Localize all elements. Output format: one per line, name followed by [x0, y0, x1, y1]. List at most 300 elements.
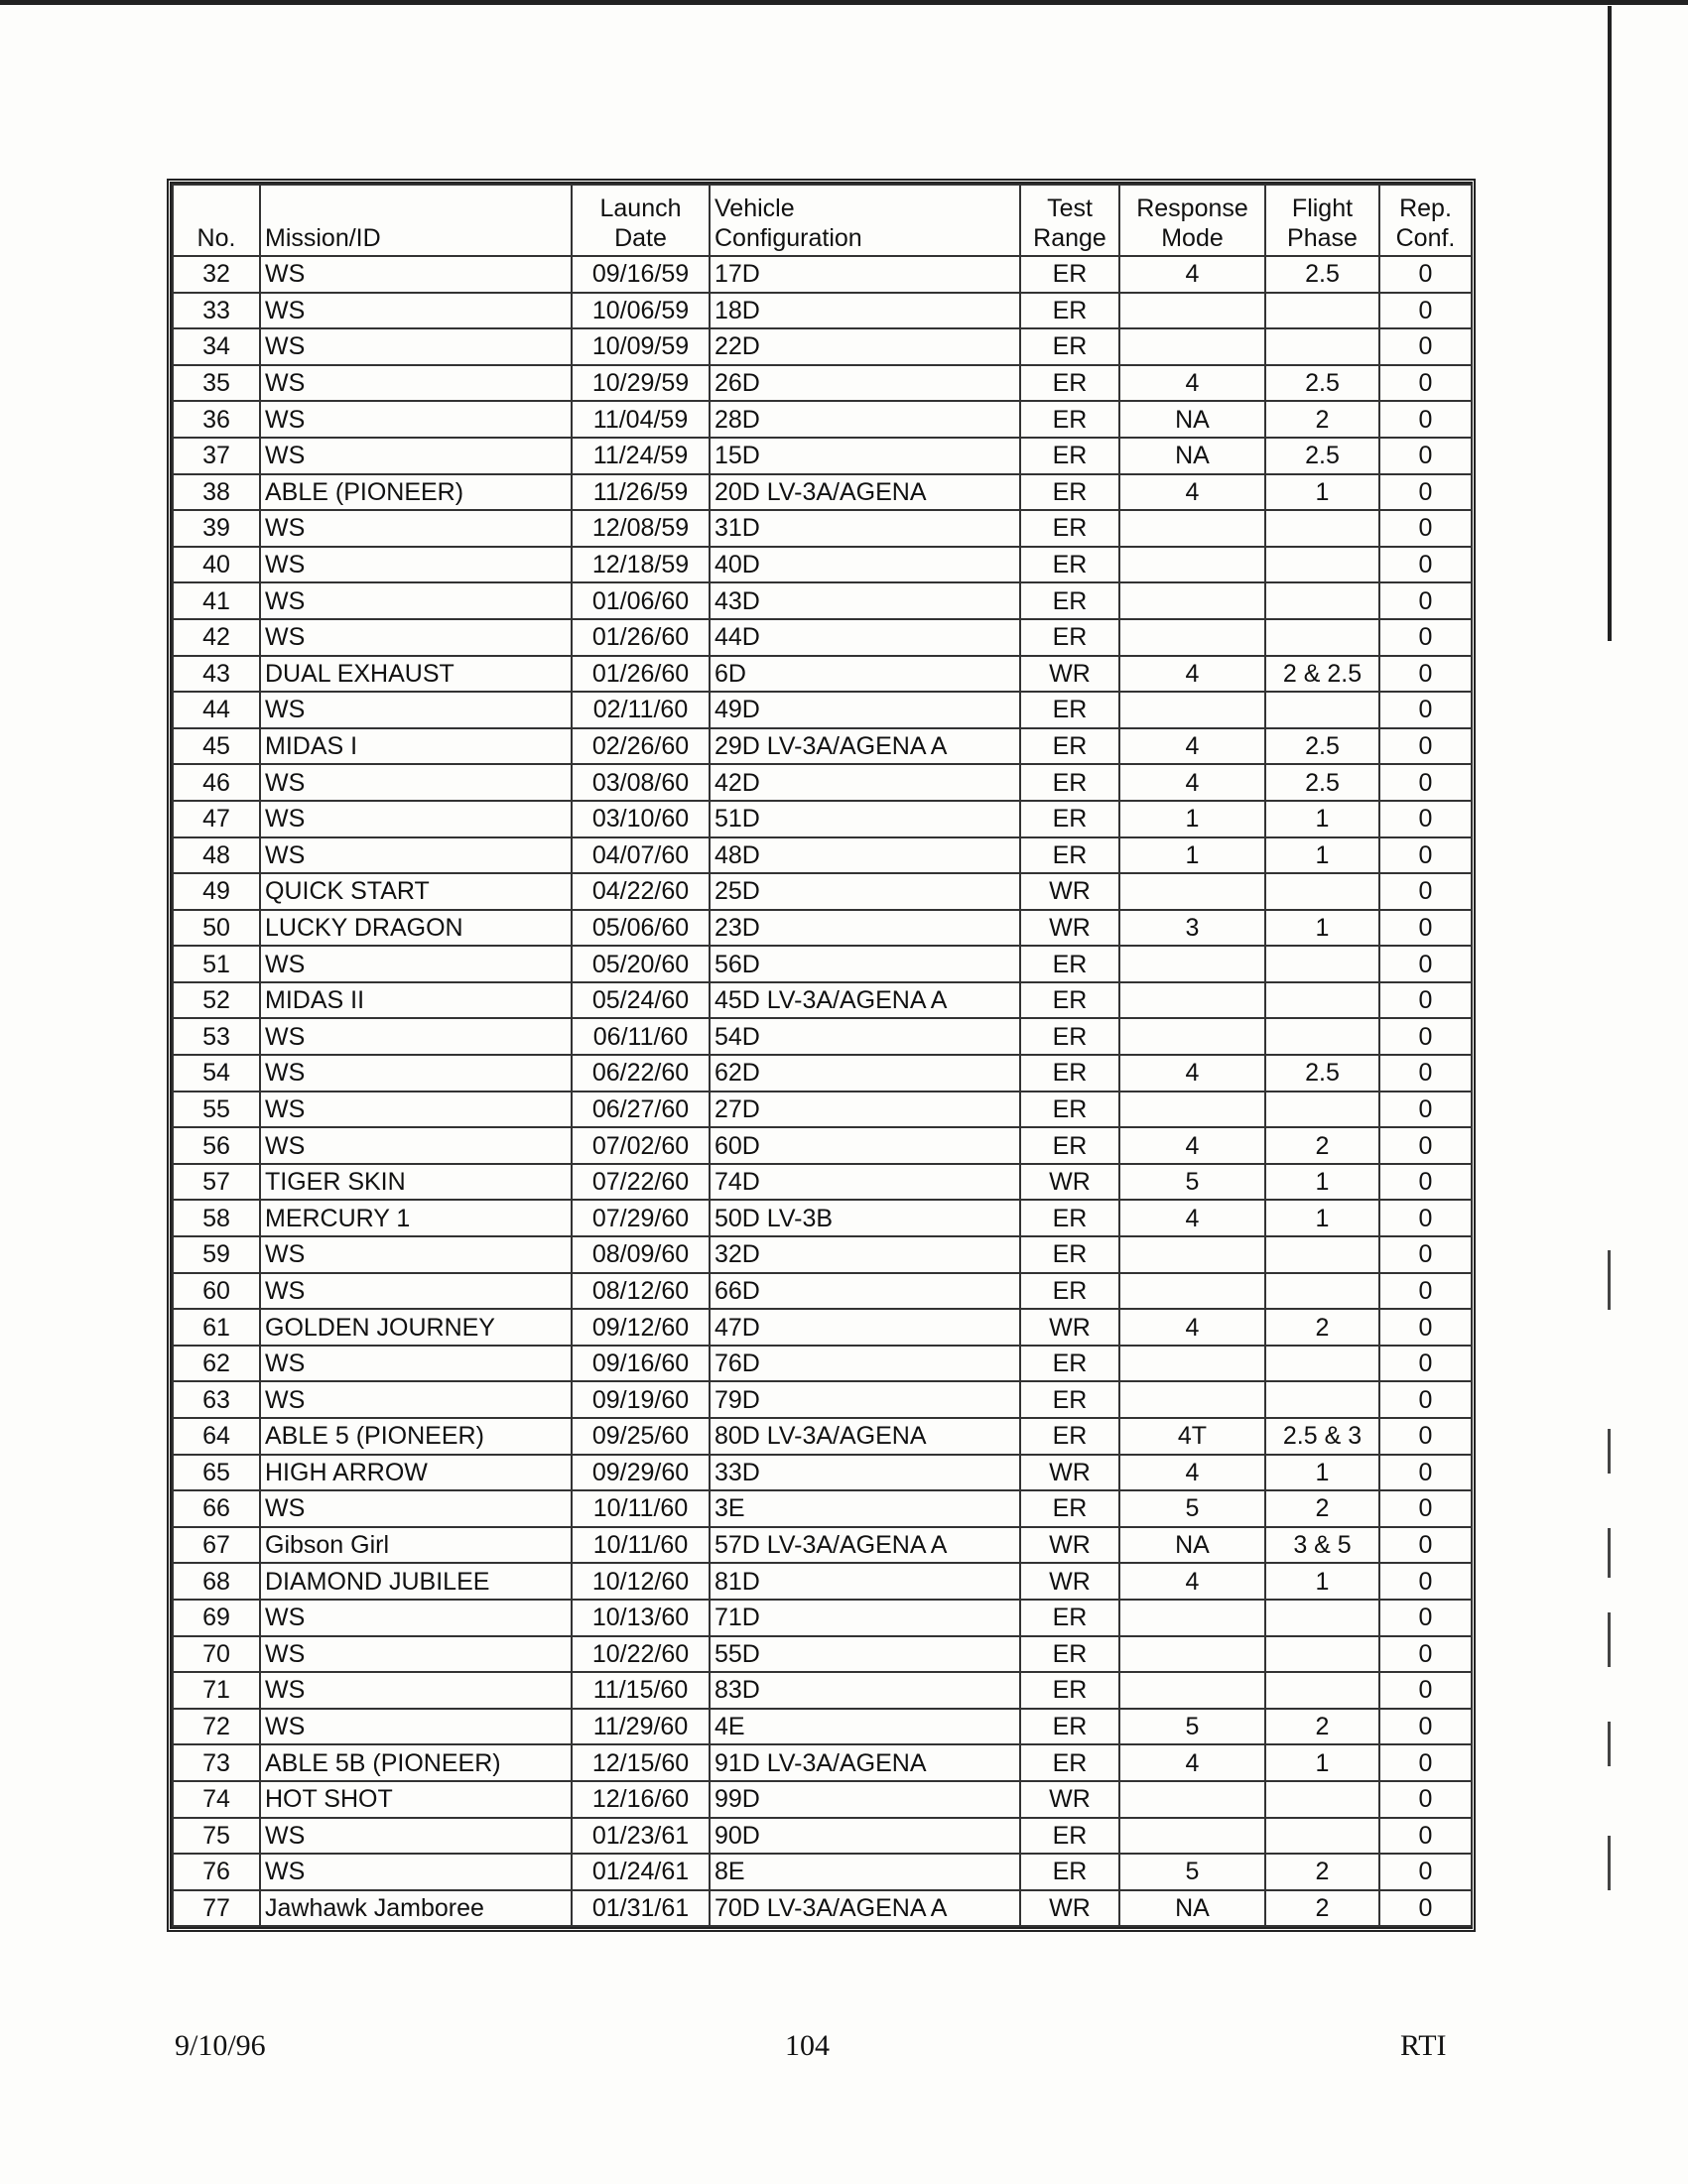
cell-mission: ABLE 5 (PIONEER) — [260, 1418, 572, 1455]
cell-test-range: WR — [1020, 1781, 1119, 1818]
right-margin-mark — [1608, 1429, 1611, 1474]
table-row — [173, 1709, 1472, 1745]
cell-rep-conf: 0 — [1379, 1854, 1472, 1890]
cell-mission: WS — [260, 1346, 572, 1382]
cell-rep-conf: 0 — [1379, 837, 1472, 874]
cell-launch-date: 12/18/59 — [572, 547, 710, 583]
table-row — [173, 619, 1472, 656]
cell-rep-conf: 0 — [1379, 1236, 1472, 1273]
cell-mission: WS — [260, 510, 572, 547]
cell-no: 68 — [173, 1563, 260, 1600]
cell-rep-conf: 0 — [1379, 873, 1472, 910]
cell-flight-phase — [1265, 1672, 1379, 1709]
cell-test-range: ER — [1020, 510, 1119, 547]
cell-mission: WS — [260, 801, 572, 837]
cell-response-mode: 4 — [1119, 656, 1265, 693]
table-header — [173, 185, 1472, 256]
cell-response-mode — [1119, 1818, 1265, 1855]
cell-mission: WS — [260, 1273, 572, 1310]
cell-launch-date: 04/07/60 — [572, 837, 710, 874]
cell-rep-conf: 0 — [1379, 1563, 1472, 1600]
cell-test-range: ER — [1020, 293, 1119, 329]
cell-flight-phase — [1265, 1818, 1379, 1855]
cell-vehicle: 27D — [710, 1092, 1020, 1128]
cell-mission: WS — [260, 547, 572, 583]
cell-flight-phase: 2 — [1265, 401, 1379, 438]
cell-response-mode: 4 — [1119, 1200, 1265, 1236]
table-row — [173, 293, 1472, 329]
cell-response-mode: 4 — [1119, 365, 1265, 402]
cell-vehicle: 56D — [710, 946, 1020, 982]
cell-no: 37 — [173, 438, 260, 474]
cell-mission: WS — [260, 1092, 572, 1128]
table-row — [173, 1490, 1472, 1527]
cell-vehicle: 44D — [710, 619, 1020, 656]
cell-launch-date: 09/16/60 — [572, 1346, 710, 1382]
cell-response-mode: 4 — [1119, 1563, 1265, 1600]
cell-launch-date: 08/12/60 — [572, 1273, 710, 1310]
cell-rep-conf: 0 — [1379, 1636, 1472, 1673]
cell-flight-phase: 2 — [1265, 1127, 1379, 1164]
cell-mission: DIAMOND JUBILEE — [260, 1563, 572, 1600]
cell-no: 74 — [173, 1781, 260, 1818]
cell-test-range: ER — [1020, 1672, 1119, 1709]
cell-test-range: ER — [1020, 728, 1119, 765]
cell-flight-phase — [1265, 1346, 1379, 1382]
cell-mission: WS — [260, 401, 572, 438]
right-margin-mark — [1608, 1836, 1611, 1890]
cell-response-mode: 5 — [1119, 1164, 1265, 1201]
table-row — [173, 656, 1472, 693]
cell-vehicle: 83D — [710, 1672, 1020, 1709]
table-row — [173, 1309, 1472, 1346]
cell-mission: WS — [260, 1490, 572, 1527]
cell-launch-date: 02/11/60 — [572, 692, 710, 728]
cell-vehicle: 43D — [710, 582, 1020, 619]
cell-launch-date: 03/08/60 — [572, 764, 710, 801]
cell-launch-date: 05/06/60 — [572, 910, 710, 947]
cell-test-range: ER — [1020, 438, 1119, 474]
cell-test-range: ER — [1020, 328, 1119, 365]
cell-no: 40 — [173, 547, 260, 583]
cell-response-mode — [1119, 510, 1265, 547]
page-number: 104 — [785, 2029, 830, 2062]
cell-vehicle: 33D — [710, 1455, 1020, 1491]
cell-rep-conf: 0 — [1379, 1092, 1472, 1128]
cell-no: 57 — [173, 1164, 260, 1201]
cell-response-mode: NA — [1119, 438, 1265, 474]
cell-mission: Jawhawk Jamboree — [260, 1890, 572, 1927]
cell-flight-phase — [1265, 873, 1379, 910]
cell-test-range: WR — [1020, 1890, 1119, 1927]
cell-test-range: ER — [1020, 1744, 1119, 1781]
cell-no: 34 — [173, 328, 260, 365]
cell-mission: WS — [260, 1381, 572, 1418]
cell-launch-date: 01/31/61 — [572, 1890, 710, 1927]
cell-test-range: ER — [1020, 582, 1119, 619]
cell-no: 69 — [173, 1600, 260, 1636]
cell-vehicle: 32D — [710, 1236, 1020, 1273]
header-no: No. — [173, 185, 260, 256]
cell-rep-conf: 0 — [1379, 801, 1472, 837]
cell-vehicle: 47D — [710, 1309, 1020, 1346]
cell-flight-phase: 2 — [1265, 1854, 1379, 1890]
table-row — [173, 1164, 1472, 1201]
table-row — [173, 328, 1472, 365]
cell-test-range: ER — [1020, 256, 1119, 293]
cell-response-mode: 1 — [1119, 801, 1265, 837]
cell-test-range: ER — [1020, 837, 1119, 874]
cell-mission: Gibson Girl — [260, 1527, 572, 1564]
cell-launch-date: 10/09/59 — [572, 328, 710, 365]
cell-no: 77 — [173, 1890, 260, 1927]
cell-rep-conf: 0 — [1379, 1164, 1472, 1201]
cell-response-mode — [1119, 692, 1265, 728]
cell-flight-phase — [1265, 692, 1379, 728]
table-row — [173, 474, 1472, 511]
cell-test-range: ER — [1020, 1127, 1119, 1164]
header-response-mode: Response Mode — [1119, 185, 1265, 256]
right-margin-mark — [1608, 1612, 1611, 1667]
cell-test-range: ER — [1020, 1092, 1119, 1128]
cell-rep-conf: 0 — [1379, 1018, 1472, 1055]
cell-launch-date: 01/24/61 — [572, 1854, 710, 1890]
cell-mission: WS — [260, 1018, 572, 1055]
table-row — [173, 256, 1472, 293]
table-row — [173, 1273, 1472, 1310]
cell-test-range: ER — [1020, 1854, 1119, 1890]
cell-response-mode: NA — [1119, 1527, 1265, 1564]
cell-vehicle: 57D LV-3A/AGENA A — [710, 1527, 1020, 1564]
cell-test-range: ER — [1020, 1236, 1119, 1273]
cell-launch-date: 09/12/60 — [572, 1309, 710, 1346]
cell-response-mode: 4 — [1119, 474, 1265, 511]
cell-vehicle: 6D — [710, 656, 1020, 693]
cell-launch-date: 10/13/60 — [572, 1600, 710, 1636]
table-row — [173, 1781, 1472, 1818]
cell-flight-phase — [1265, 1636, 1379, 1673]
cell-mission: MIDAS II — [260, 982, 572, 1019]
cell-rep-conf: 0 — [1379, 619, 1472, 656]
cell-vehicle: 49D — [710, 692, 1020, 728]
cell-response-mode — [1119, 293, 1265, 329]
cell-response-mode: 5 — [1119, 1854, 1265, 1890]
cell-test-range: ER — [1020, 1381, 1119, 1418]
cell-rep-conf: 0 — [1379, 328, 1472, 365]
table-row — [173, 1600, 1472, 1636]
cell-mission: WS — [260, 256, 572, 293]
table-row — [173, 1092, 1472, 1128]
cell-mission: HIGH ARROW — [260, 1455, 572, 1491]
cell-flight-phase: 1 — [1265, 1164, 1379, 1201]
table-row — [173, 910, 1472, 947]
cell-launch-date: 01/26/60 — [572, 656, 710, 693]
cell-flight-phase — [1265, 1092, 1379, 1128]
cell-mission: WS — [260, 1709, 572, 1745]
table-row — [173, 1744, 1472, 1781]
cell-no: 32 — [173, 256, 260, 293]
table-row — [173, 438, 1472, 474]
launch-table — [172, 184, 1473, 1927]
cell-flight-phase: 1 — [1265, 1455, 1379, 1491]
cell-vehicle: 79D — [710, 1381, 1020, 1418]
cell-no: 60 — [173, 1273, 260, 1310]
cell-no: 66 — [173, 1490, 260, 1527]
cell-launch-date: 12/16/60 — [572, 1781, 710, 1818]
cell-mission: WS — [260, 1636, 572, 1673]
table-row — [173, 801, 1472, 837]
cell-vehicle: 22D — [710, 328, 1020, 365]
table-row — [173, 365, 1472, 402]
cell-flight-phase: 2.5 & 3 — [1265, 1418, 1379, 1455]
cell-no: 70 — [173, 1636, 260, 1673]
table-row — [173, 946, 1472, 982]
cell-vehicle: 15D — [710, 438, 1020, 474]
cell-vehicle: 45D LV-3A/AGENA A — [710, 982, 1020, 1019]
cell-launch-date: 10/29/59 — [572, 365, 710, 402]
cell-launch-date: 07/22/60 — [572, 1164, 710, 1201]
table-row — [173, 1455, 1472, 1491]
cell-mission: WS — [260, 365, 572, 402]
cell-flight-phase — [1265, 1018, 1379, 1055]
cell-launch-date: 02/26/60 — [572, 728, 710, 765]
cell-flight-phase: 2.5 — [1265, 365, 1379, 402]
cell-no: 48 — [173, 837, 260, 874]
cell-response-mode — [1119, 1600, 1265, 1636]
cell-mission: HOT SHOT — [260, 1781, 572, 1818]
cell-vehicle: 18D — [710, 293, 1020, 329]
cell-vehicle: 74D — [710, 1164, 1020, 1201]
cell-flight-phase: 1 — [1265, 474, 1379, 511]
cell-response-mode — [1119, 1672, 1265, 1709]
footer-date: 9/10/96 — [175, 2029, 266, 2062]
cell-rep-conf: 0 — [1379, 1600, 1472, 1636]
cell-no: 59 — [173, 1236, 260, 1273]
cell-rep-conf: 0 — [1379, 582, 1472, 619]
cell-launch-date: 10/22/60 — [572, 1636, 710, 1673]
cell-mission: WS — [260, 1672, 572, 1709]
cell-no: 62 — [173, 1346, 260, 1382]
cell-mission: QUICK START — [260, 873, 572, 910]
cell-response-mode: NA — [1119, 401, 1265, 438]
cell-vehicle: 20D LV-3A/AGENA — [710, 474, 1020, 511]
cell-rep-conf: 0 — [1379, 1200, 1472, 1236]
cell-test-range: WR — [1020, 1455, 1119, 1491]
cell-launch-date: 08/09/60 — [572, 1236, 710, 1273]
cell-flight-phase: 3 & 5 — [1265, 1527, 1379, 1564]
cell-response-mode: 4T — [1119, 1418, 1265, 1455]
cell-no: 71 — [173, 1672, 260, 1709]
cell-launch-date: 11/26/59 — [572, 474, 710, 511]
cell-rep-conf: 0 — [1379, 1127, 1472, 1164]
cell-rep-conf: 0 — [1379, 1455, 1472, 1491]
cell-mission: WS — [260, 1854, 572, 1890]
table-row — [173, 1200, 1472, 1236]
cell-no: 67 — [173, 1527, 260, 1564]
cell-response-mode: 4 — [1119, 764, 1265, 801]
cell-response-mode — [1119, 328, 1265, 365]
cell-no: 41 — [173, 582, 260, 619]
header-rep-conf: Rep. Conf. — [1379, 185, 1472, 256]
footer-org: RTI — [1400, 2029, 1447, 2062]
cell-response-mode — [1119, 1273, 1265, 1310]
cell-mission: WS — [260, 1818, 572, 1855]
cell-mission: GOLDEN JOURNEY — [260, 1309, 572, 1346]
right-margin-mark — [1608, 1722, 1611, 1766]
cell-rep-conf: 0 — [1379, 982, 1472, 1019]
cell-rep-conf: 0 — [1379, 293, 1472, 329]
cell-rep-conf: 0 — [1379, 1672, 1472, 1709]
cell-response-mode — [1119, 1381, 1265, 1418]
cell-mission: WS — [260, 293, 572, 329]
cell-flight-phase: 1 — [1265, 837, 1379, 874]
cell-rep-conf: 0 — [1379, 510, 1472, 547]
cell-no: 55 — [173, 1092, 260, 1128]
cell-response-mode: NA — [1119, 1890, 1265, 1927]
cell-no: 44 — [173, 692, 260, 728]
cell-launch-date: 06/27/60 — [572, 1092, 710, 1128]
cell-launch-date: 12/08/59 — [572, 510, 710, 547]
cell-flight-phase — [1265, 547, 1379, 583]
cell-rep-conf: 0 — [1379, 438, 1472, 474]
cell-vehicle: 80D LV-3A/AGENA — [710, 1418, 1020, 1455]
cell-vehicle: 51D — [710, 801, 1020, 837]
cell-response-mode — [1119, 582, 1265, 619]
cell-test-range: ER — [1020, 547, 1119, 583]
cell-flight-phase — [1265, 1381, 1379, 1418]
cell-flight-phase: 2 — [1265, 1890, 1379, 1927]
cell-launch-date: 09/16/59 — [572, 256, 710, 293]
cell-launch-date: 11/24/59 — [572, 438, 710, 474]
launch-table-frame — [167, 179, 1476, 1932]
cell-flight-phase: 1 — [1265, 910, 1379, 947]
cell-test-range: ER — [1020, 946, 1119, 982]
cell-response-mode: 5 — [1119, 1490, 1265, 1527]
cell-no: 39 — [173, 510, 260, 547]
cell-flight-phase — [1265, 293, 1379, 329]
header-test-range: Test Range — [1020, 185, 1119, 256]
cell-launch-date: 01/06/60 — [572, 582, 710, 619]
table-row — [173, 873, 1472, 910]
cell-no: 50 — [173, 910, 260, 947]
cell-launch-date: 07/02/60 — [572, 1127, 710, 1164]
cell-vehicle: 28D — [710, 401, 1020, 438]
cell-test-range: ER — [1020, 401, 1119, 438]
cell-vehicle: 81D — [710, 1563, 1020, 1600]
cell-mission: ABLE (PIONEER) — [260, 474, 572, 511]
cell-test-range: ER — [1020, 1818, 1119, 1855]
cell-launch-date: 09/29/60 — [572, 1455, 710, 1491]
cell-response-mode: 4 — [1119, 1744, 1265, 1781]
cell-rep-conf: 0 — [1379, 1781, 1472, 1818]
table-row — [173, 547, 1472, 583]
cell-mission: WS — [260, 1127, 572, 1164]
table-row — [173, 982, 1472, 1019]
table-row — [173, 764, 1472, 801]
cell-test-range: ER — [1020, 1418, 1119, 1455]
cell-mission: MIDAS I — [260, 728, 572, 765]
cell-rep-conf: 0 — [1379, 1527, 1472, 1564]
cell-launch-date: 11/29/60 — [572, 1709, 710, 1745]
cell-flight-phase: 2 — [1265, 1490, 1379, 1527]
cell-mission: WS — [260, 619, 572, 656]
header-launch-date: Launch Date — [572, 185, 710, 256]
cell-no: 45 — [173, 728, 260, 765]
table-row — [173, 837, 1472, 874]
cell-vehicle: 40D — [710, 547, 1020, 583]
cell-vehicle: 23D — [710, 910, 1020, 947]
header-flight-phase: Flight Phase — [1265, 185, 1379, 256]
table-row — [173, 401, 1472, 438]
cell-mission: WS — [260, 692, 572, 728]
table-row — [173, 1236, 1472, 1273]
cell-rep-conf: 0 — [1379, 946, 1472, 982]
cell-flight-phase — [1265, 510, 1379, 547]
cell-flight-phase — [1265, 1236, 1379, 1273]
cell-test-range: ER — [1020, 1490, 1119, 1527]
cell-launch-date: 01/23/61 — [572, 1818, 710, 1855]
header-row — [173, 185, 1472, 256]
cell-rep-conf: 0 — [1379, 1818, 1472, 1855]
cell-vehicle: 3E — [710, 1490, 1020, 1527]
table-row — [173, 1418, 1472, 1455]
cell-flight-phase: 2.5 — [1265, 256, 1379, 293]
cell-vehicle: 8E — [710, 1854, 1020, 1890]
cell-flight-phase — [1265, 982, 1379, 1019]
cell-response-mode — [1119, 946, 1265, 982]
cell-rep-conf: 0 — [1379, 1418, 1472, 1455]
cell-no: 38 — [173, 474, 260, 511]
table-row — [173, 1672, 1472, 1709]
cell-no: 51 — [173, 946, 260, 982]
cell-rep-conf: 0 — [1379, 474, 1472, 511]
cell-launch-date: 09/19/60 — [572, 1381, 710, 1418]
cell-response-mode — [1119, 1781, 1265, 1818]
cell-test-range: WR — [1020, 656, 1119, 693]
cell-test-range: ER — [1020, 619, 1119, 656]
cell-mission: DUAL EXHAUST — [260, 656, 572, 693]
cell-test-range: ER — [1020, 1600, 1119, 1636]
cell-rep-conf: 0 — [1379, 1381, 1472, 1418]
cell-flight-phase: 1 — [1265, 1744, 1379, 1781]
cell-vehicle: 31D — [710, 510, 1020, 547]
cell-vehicle: 62D — [710, 1055, 1020, 1092]
cell-response-mode: 4 — [1119, 728, 1265, 765]
cell-no: 61 — [173, 1309, 260, 1346]
cell-response-mode — [1119, 1018, 1265, 1055]
cell-mission: WS — [260, 582, 572, 619]
cell-rep-conf: 0 — [1379, 1709, 1472, 1745]
cell-no: 53 — [173, 1018, 260, 1055]
cell-no: 42 — [173, 619, 260, 656]
table-row — [173, 582, 1472, 619]
cell-test-range: WR — [1020, 1164, 1119, 1201]
cell-flight-phase: 2 & 2.5 — [1265, 656, 1379, 693]
cell-flight-phase: 2 — [1265, 1709, 1379, 1745]
cell-flight-phase: 2.5 — [1265, 764, 1379, 801]
cell-vehicle: 4E — [710, 1709, 1020, 1745]
cell-launch-date: 01/26/60 — [572, 619, 710, 656]
cell-no: 56 — [173, 1127, 260, 1164]
header-mission: Mission/ID — [260, 185, 572, 256]
cell-no: 47 — [173, 801, 260, 837]
cell-test-range: ER — [1020, 1200, 1119, 1236]
table-row — [173, 692, 1472, 728]
cell-mission: WS — [260, 946, 572, 982]
table-row — [173, 1563, 1472, 1600]
cell-rep-conf: 0 — [1379, 401, 1472, 438]
cell-vehicle: 71D — [710, 1600, 1020, 1636]
